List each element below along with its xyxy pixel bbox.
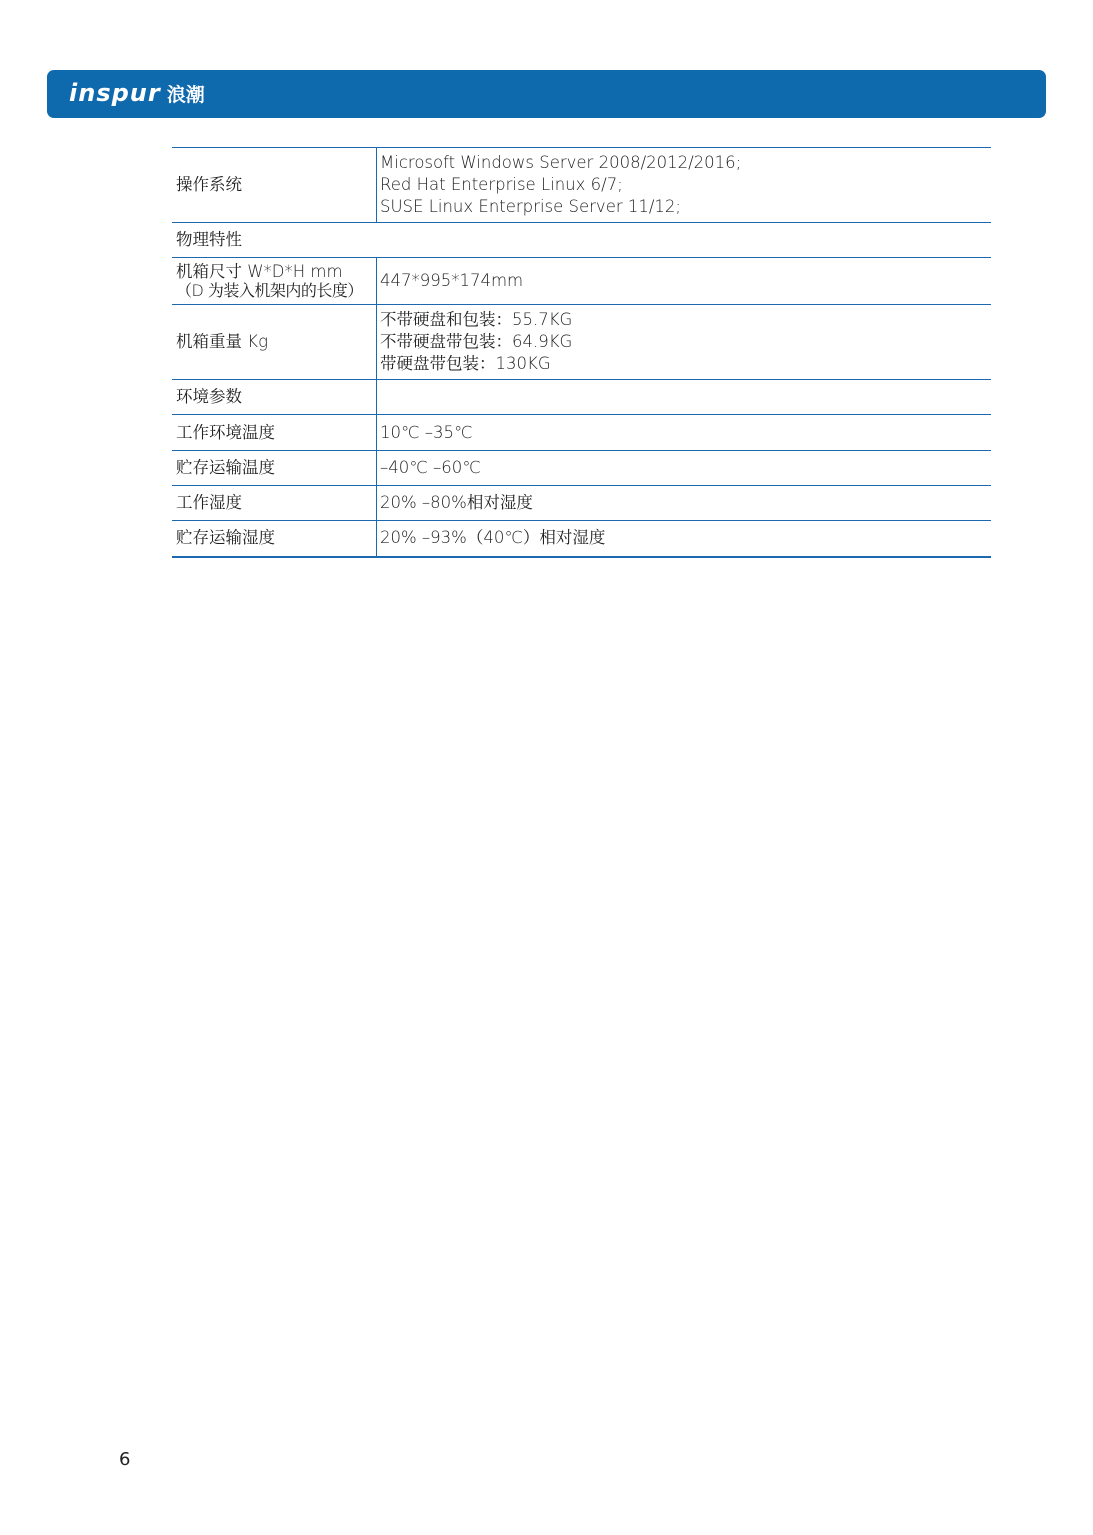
section-heading-physical: 物理特性 bbox=[172, 223, 991, 258]
op-humidity-value: 20% –80%相对湿度 bbox=[377, 486, 992, 521]
dimensions-label-main: 机箱尺寸 W*D*H mm bbox=[176, 262, 343, 281]
os-value bbox=[377, 148, 992, 223]
os-value-line: Red Hat Enterprise Linux 6/7; bbox=[380, 175, 623, 194]
weight-value-line: 不带硬盘带包装：64.9KG bbox=[380, 332, 573, 351]
table-row-storage-temp bbox=[172, 451, 991, 486]
storage-humidity-label: 贮存运输湿度 bbox=[172, 521, 377, 557]
table-row-op-humidity bbox=[172, 486, 991, 521]
op-humidity-label: 工作湿度 bbox=[172, 486, 377, 521]
dimensions-value: 447*995*174mm bbox=[377, 258, 992, 305]
spec-table bbox=[172, 147, 991, 558]
storage-humidity-value: 20% –93%（40℃）相对湿度 bbox=[377, 521, 992, 557]
op-temp-value: 10℃ –35℃ bbox=[377, 415, 992, 451]
storage-temp-value: –40℃ –60℃ bbox=[377, 451, 992, 486]
inspur-logo bbox=[69, 79, 205, 107]
table-row-weight bbox=[172, 305, 991, 380]
dimensions-label-note: （D 为装入机架内的长度） bbox=[176, 281, 363, 300]
os-label: 操作系统 bbox=[172, 148, 377, 223]
logo-text-en: inspur bbox=[69, 79, 161, 107]
page-number: 6 bbox=[119, 1449, 131, 1470]
storage-temp-label: 贮存运输温度 bbox=[172, 451, 377, 486]
table-row-section-physical bbox=[172, 223, 991, 258]
os-value-line: SUSE Linux Enterprise Server 11/12; bbox=[380, 197, 681, 216]
weight-value-line: 带硬盘带包装：130KG bbox=[380, 354, 551, 373]
table-row-op-temp bbox=[172, 415, 991, 451]
section-heading-env: 环境参数 bbox=[172, 380, 377, 415]
header-bar bbox=[47, 70, 1046, 118]
op-temp-label: 工作环境温度 bbox=[172, 415, 377, 451]
section-env-empty-cell bbox=[377, 380, 992, 415]
weight-value bbox=[377, 305, 992, 380]
os-value-line: Microsoft Windows Server 2008/2012/2016; bbox=[380, 153, 742, 172]
table-row-dimensions bbox=[172, 258, 991, 305]
logo-text-cn: 浪潮 bbox=[166, 84, 205, 106]
weight-value-line: 不带硬盘和包装：55.7KG bbox=[380, 310, 573, 329]
table-row-section-env bbox=[172, 380, 991, 415]
weight-label: 机箱重量 Kg bbox=[172, 305, 377, 380]
table-row-os bbox=[172, 148, 991, 223]
table-row-storage-humidity bbox=[172, 521, 991, 557]
dimensions-label bbox=[172, 258, 377, 305]
